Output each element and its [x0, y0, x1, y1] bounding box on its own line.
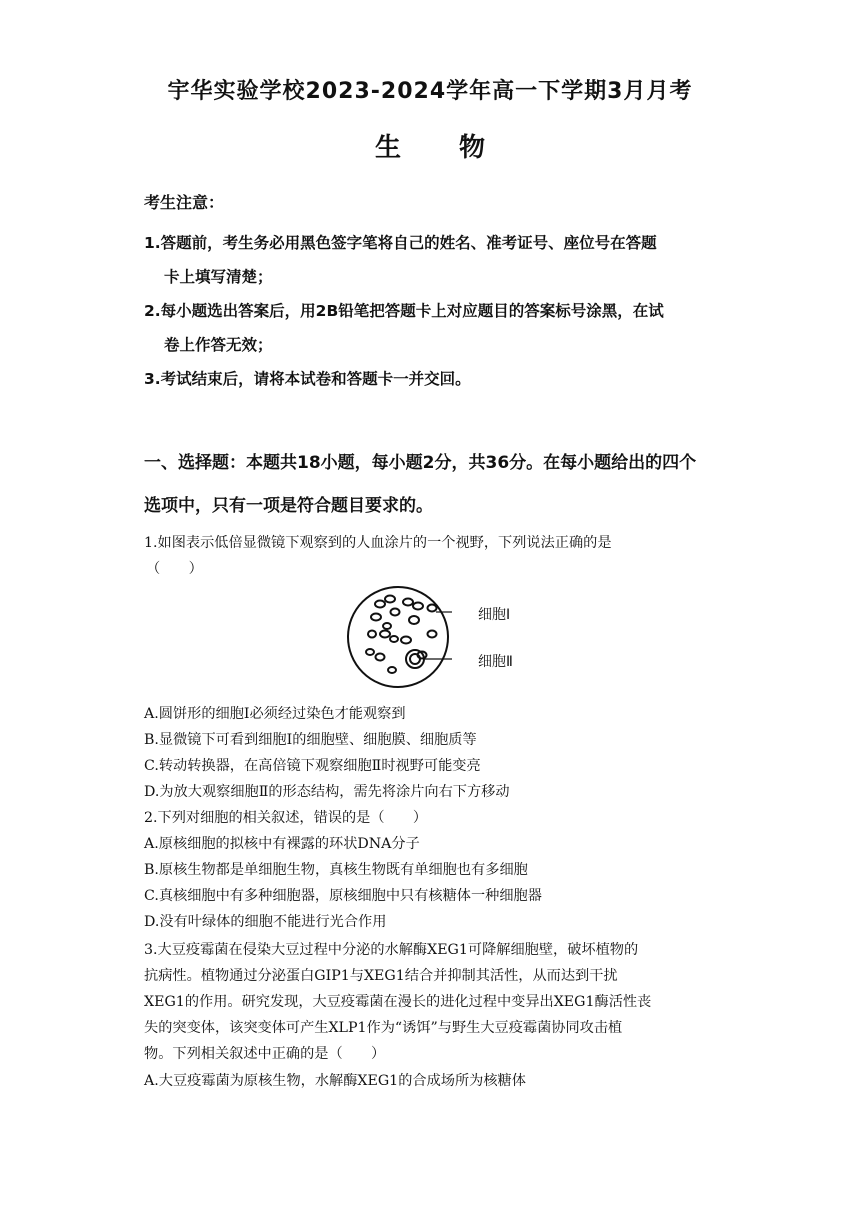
q3-option-a: A.大豆疫霉菌为原核生物，水解酶XEG1的合成场所为核糖体 [144, 1073, 526, 1089]
notice-heading: 考生注意： [144, 193, 225, 212]
exam-title: 宇华实验学校2023-2024学年高一下学期3月月考 [167, 79, 693, 104]
subject-title: 生物 [374, 133, 543, 163]
notice-item-3 [144, 362, 471, 396]
q2-option-b: B.原核生物都是单细胞生物，真核生物既有单细胞也有多细胞 [144, 862, 528, 878]
section-heading-line1: 一、选择题：本题共18小题，每小题2分，共36分。在每小题给出的四个 [144, 453, 697, 473]
q1-option-c: C.转动转换器，在高倍镜下观察细胞Ⅱ时视野可能变亮 [144, 758, 481, 774]
notice-line: 卡上填写清楚； [164, 268, 273, 286]
q2-option-c: C.真核细胞中有多种细胞器，原核细胞中只有核糖体一种细胞器 [144, 888, 542, 904]
notice-line: 卷上作答无效； [164, 336, 273, 354]
q2-option-a: A.原核细胞的拟核中有裸露的环状DNA分子 [144, 836, 420, 852]
cell-2-label: 细胞Ⅱ [478, 654, 513, 670]
q1-answer-blank: （ ） [146, 561, 203, 577]
q2-stem: 2.下列对细胞的相关叙述，错误的是（ ） [144, 810, 428, 826]
q3-stem-line1: 3.大豆疫霉菌在侵染大豆过程中分泌的水解酶XEG1可降解细胞壁，破坏植物的 [144, 942, 639, 958]
blood-smear-figure [340, 582, 540, 692]
q1-option-b: B.显微镜下可看到细胞Ⅰ的细胞壁、细胞膜、细胞质等 [144, 732, 477, 748]
q3-stem-line4: 失的突变体，该突变体可产生XLP1作为“诱饵”与野生大豆疫霉菌协同攻击植 [144, 1020, 623, 1036]
q3-stem-line2: 抗病性。植物通过分泌蛋白GIP1与XEG1结合并抑制其活性，从而达到干扰 [144, 968, 618, 984]
notice-line: 3.考试结束后，请将本试卷和答题卡一并交回。 [144, 370, 471, 388]
q3-stem-line3: XEG1的作用。研究发现，大豆疫霉菌在漫长的进化过程中变异出XEG1酶活性丧 [144, 994, 652, 1010]
q1-option-a: A.圆饼形的细胞Ⅰ必须经过染色才能观察到 [144, 706, 406, 722]
notice-item-1 [144, 226, 657, 294]
notice-line: 1.答题前，考生务必用黑色签字笔将自己的姓名、准考证号、座位号在答题 [144, 234, 657, 252]
cell-1-label: 细胞Ⅰ [478, 607, 511, 623]
q1-option-d: D.为放大观察细胞Ⅱ的形态结构，需先将涂片向右下方移动 [144, 784, 510, 800]
microscope-field-diagram [340, 582, 540, 692]
notice-item-2 [144, 294, 664, 362]
q3-stem-line5: 物。下列相关叙述中正确的是（ ） [144, 1046, 386, 1062]
q2-option-d: D.没有叶绿体的细胞不能进行光合作用 [144, 914, 387, 930]
notice-line: 2.每小题选出答案后，用2B铅笔把答题卡上对应题目的答案标号涂黑，在试 [144, 302, 664, 320]
q1-stem: 1.如图表示低倍显微镜下观察到的人血涂片的一个视野，下列说法正确的是 [144, 535, 612, 551]
section-heading-line2: 选项中，只有一项是符合题目要求的。 [144, 496, 433, 516]
